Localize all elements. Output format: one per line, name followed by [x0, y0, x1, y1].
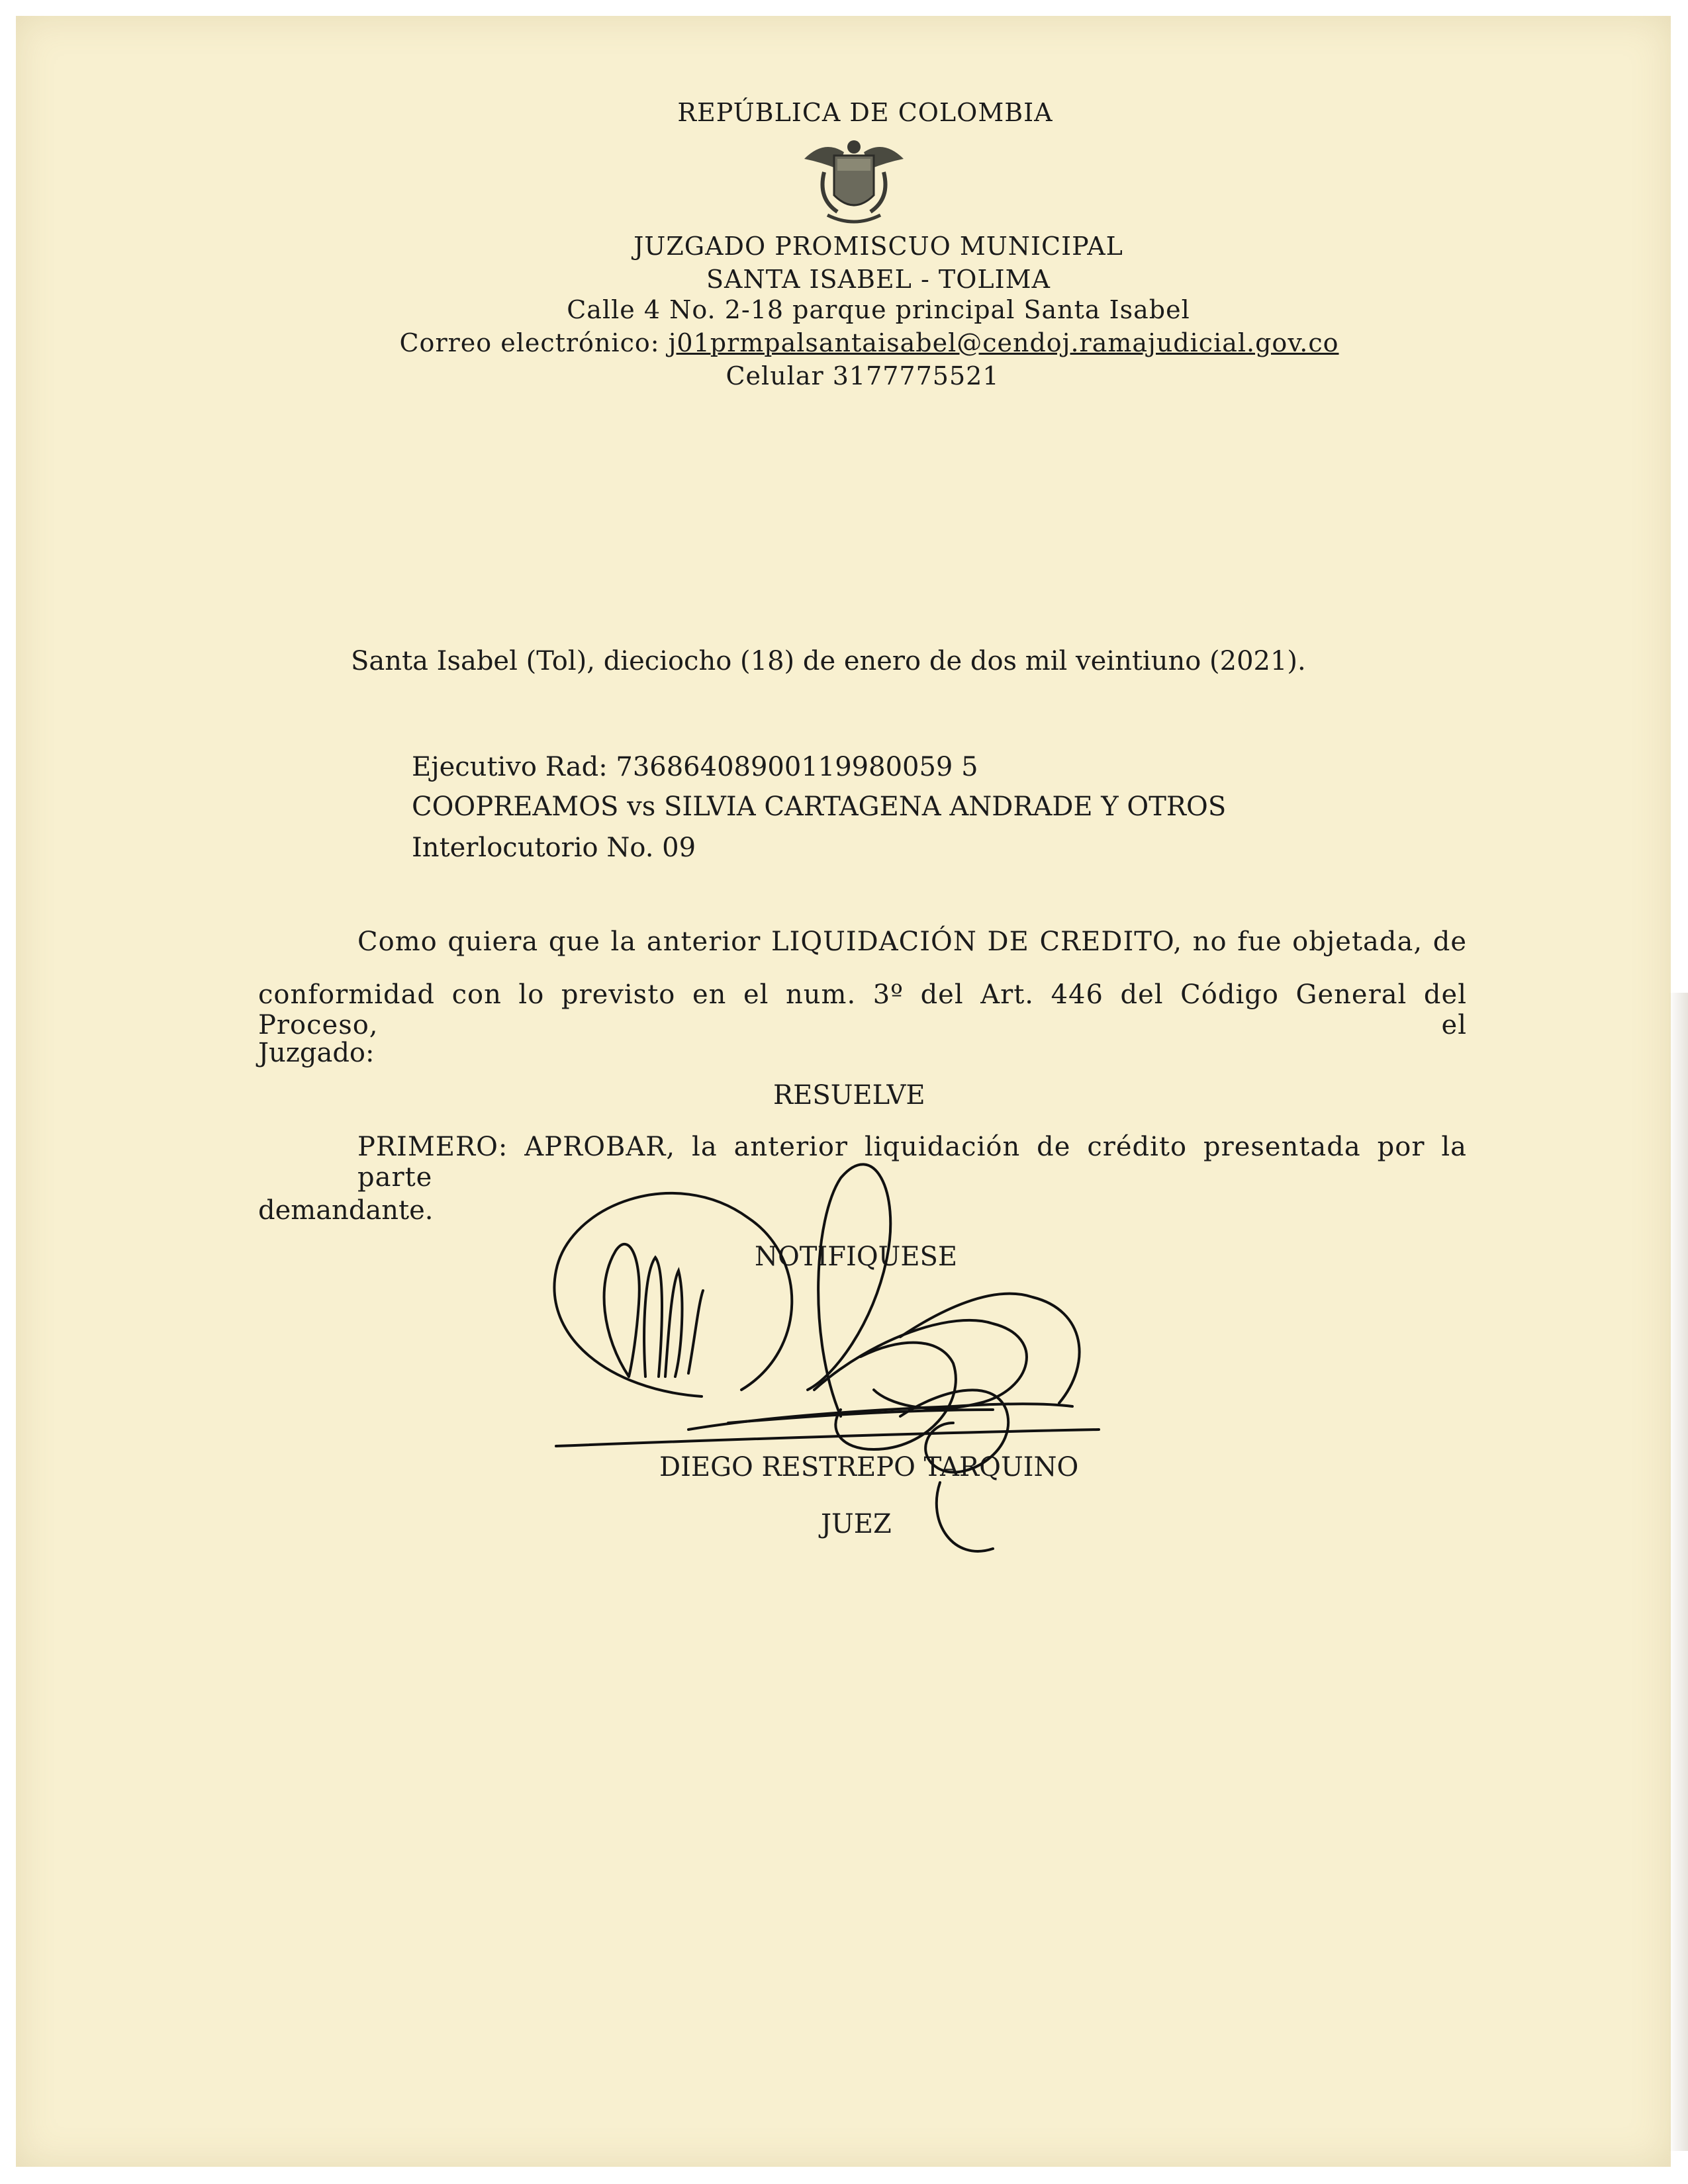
handwritten-signature [530, 1138, 1125, 1575]
page-fold-shadow [1668, 993, 1688, 2151]
country-heading: REPÚBLICA DE COLOMBIA [677, 98, 1053, 127]
primero-line-1: PRIMERO: APROBAR, la anterior liquidación de crédito presentada por la parte [357, 1132, 1467, 1193]
coat-of-arms-icon [798, 132, 910, 232]
case-type-rad: Ejecutivo Rad: 73686408900119980059 5 [412, 752, 978, 782]
date-line: Santa Isabel (Tol), dieciocho (18) de enero de dos mil veintiuno (2021). [351, 646, 1306, 676]
court-phone: Celular 3177775521 [726, 361, 1000, 390]
court-email-line [25, 328, 1688, 357]
paragraph-line-3: Juzgado: [258, 1038, 375, 1068]
court-email[interactable]: j01prmpalsantaisabel@cendoj.ramajudicial.gov.co [668, 328, 1339, 357]
resuelve-heading: RESUELVE [773, 1080, 925, 1111]
court-address: Calle 4 No. 2-18 parque principal Santa Isabel [567, 295, 1190, 324]
notifiquese: NOTIFIQUESE [755, 1242, 958, 1272]
judge-title: JUEZ [821, 1509, 892, 1539]
case-interlocutorio: Interlocutorio No. 09 [412, 833, 696, 863]
email-label: Correo electrónico: [399, 328, 669, 357]
paragraph-line-2: conformidad con lo previsto en el num. 3º del Art. 446 del Código General del Proceso, el [258, 979, 1467, 1040]
primero-line-2: demandante. [258, 1195, 434, 1226]
court-city: SANTA ISABEL - TOLIMA [706, 265, 1051, 294]
court-name: JUZGADO PROMISCUO MUNICIPAL [633, 232, 1123, 261]
case-parties: COOPREAMOS vs SILVIA CARTAGENA ANDRADE Y OTROS [412, 792, 1227, 822]
paragraph-line-1: Como quiera que la anterior LIQUIDACIÓN DE CREDITO, no fue objetada, de [357, 927, 1467, 957]
judge-name: DIEGO RESTREPO TARQUINO [659, 1452, 1079, 1482]
